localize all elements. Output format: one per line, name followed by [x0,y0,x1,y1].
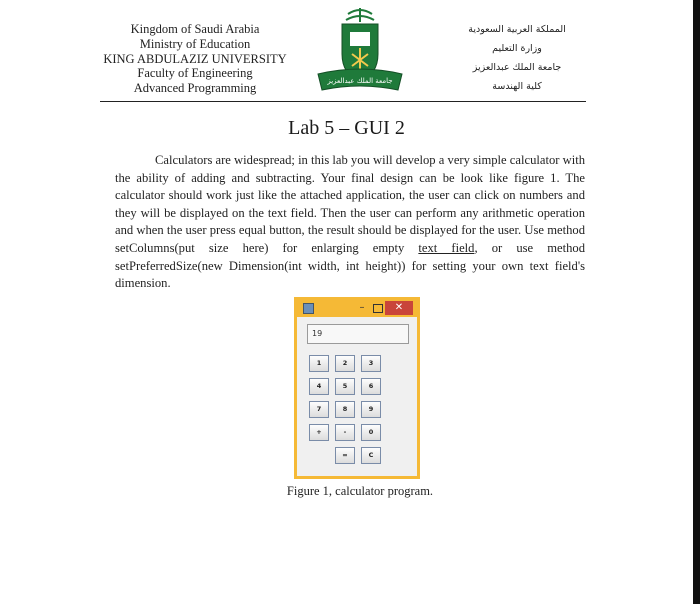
key-6[interactable]: 6 [361,378,381,395]
header-divider [100,101,586,102]
key-4[interactable]: 4 [309,378,329,395]
key-5[interactable]: 5 [335,378,355,395]
key-9[interactable]: 9 [361,401,381,418]
university-logo [312,4,408,96]
header-line-university-ar: جامعة الملك عبدالعزيز [472,62,562,73]
java-app-icon [303,303,314,314]
calculator-window [294,297,420,479]
description-text: Calculators are widespread; in this lab you will develop a very simple calculator with the ability of adding and subtracting. Your final design can be look like figure 1. The calculator should work just like the attached application, the user can click on numbers and they will be displayed on the text field. Then the user can perform any arithmetic operation and when the user press equal button, the result should be displayed for the user. Use method setColumns(put size here) for enlarging empty [115,153,585,255]
key-0[interactable]: 0 [361,424,381,441]
figure-caption: Figure 1, calculator program. [286,484,434,498]
header-line-university: KING ABDULAZIZ UNIVERSITY [103,51,287,66]
lab-description [115,152,585,293]
header-line-kingdom-ar: المملكة العربية السعودية [468,24,566,35]
header-line-course: Advanced Programming [133,81,257,96]
header-arabic [452,20,582,96]
key-clear[interactable]: C [361,447,381,464]
maximize-button[interactable] [373,304,383,313]
key-equals[interactable]: = [335,447,355,464]
header-line-faculty: Faculty of Engineering [137,66,253,81]
key-3[interactable]: 3 [361,355,381,372]
header-line-ministry: Ministry of Education [139,36,251,51]
header-line-kingdom: Kingdom of Saudi Arabia [130,22,260,36]
logo-banner-text: جامعة الملك عبدالعزيز [327,77,393,85]
page-title: Lab 5 – GUI 2 [288,117,405,139]
header-line-ministry-ar: وزارة التعليم [492,43,542,54]
background-edge [693,0,700,604]
key-1[interactable]: 1 [309,355,329,372]
key-2[interactable]: 2 [335,355,355,372]
text-field-link: text field [418,240,475,255]
key-7[interactable]: 7 [309,401,329,418]
header-line-faculty-ar: كلية الهندسة [492,81,542,92]
display-field[interactable]: 19 [307,324,409,344]
header-english [100,22,290,96]
key-plus[interactable]: + [309,424,329,441]
close-button[interactable]: ✕ [385,301,413,315]
minimize-button[interactable]: – [359,302,365,313]
description-text-end: , or use method setPreferredSize(new Dimension(int width, int height)) for setting your own text field's dimension. [115,240,585,291]
window-titlebar[interactable] [297,300,417,317]
key-minus[interactable]: - [335,424,355,441]
key-8[interactable]: 8 [335,401,355,418]
